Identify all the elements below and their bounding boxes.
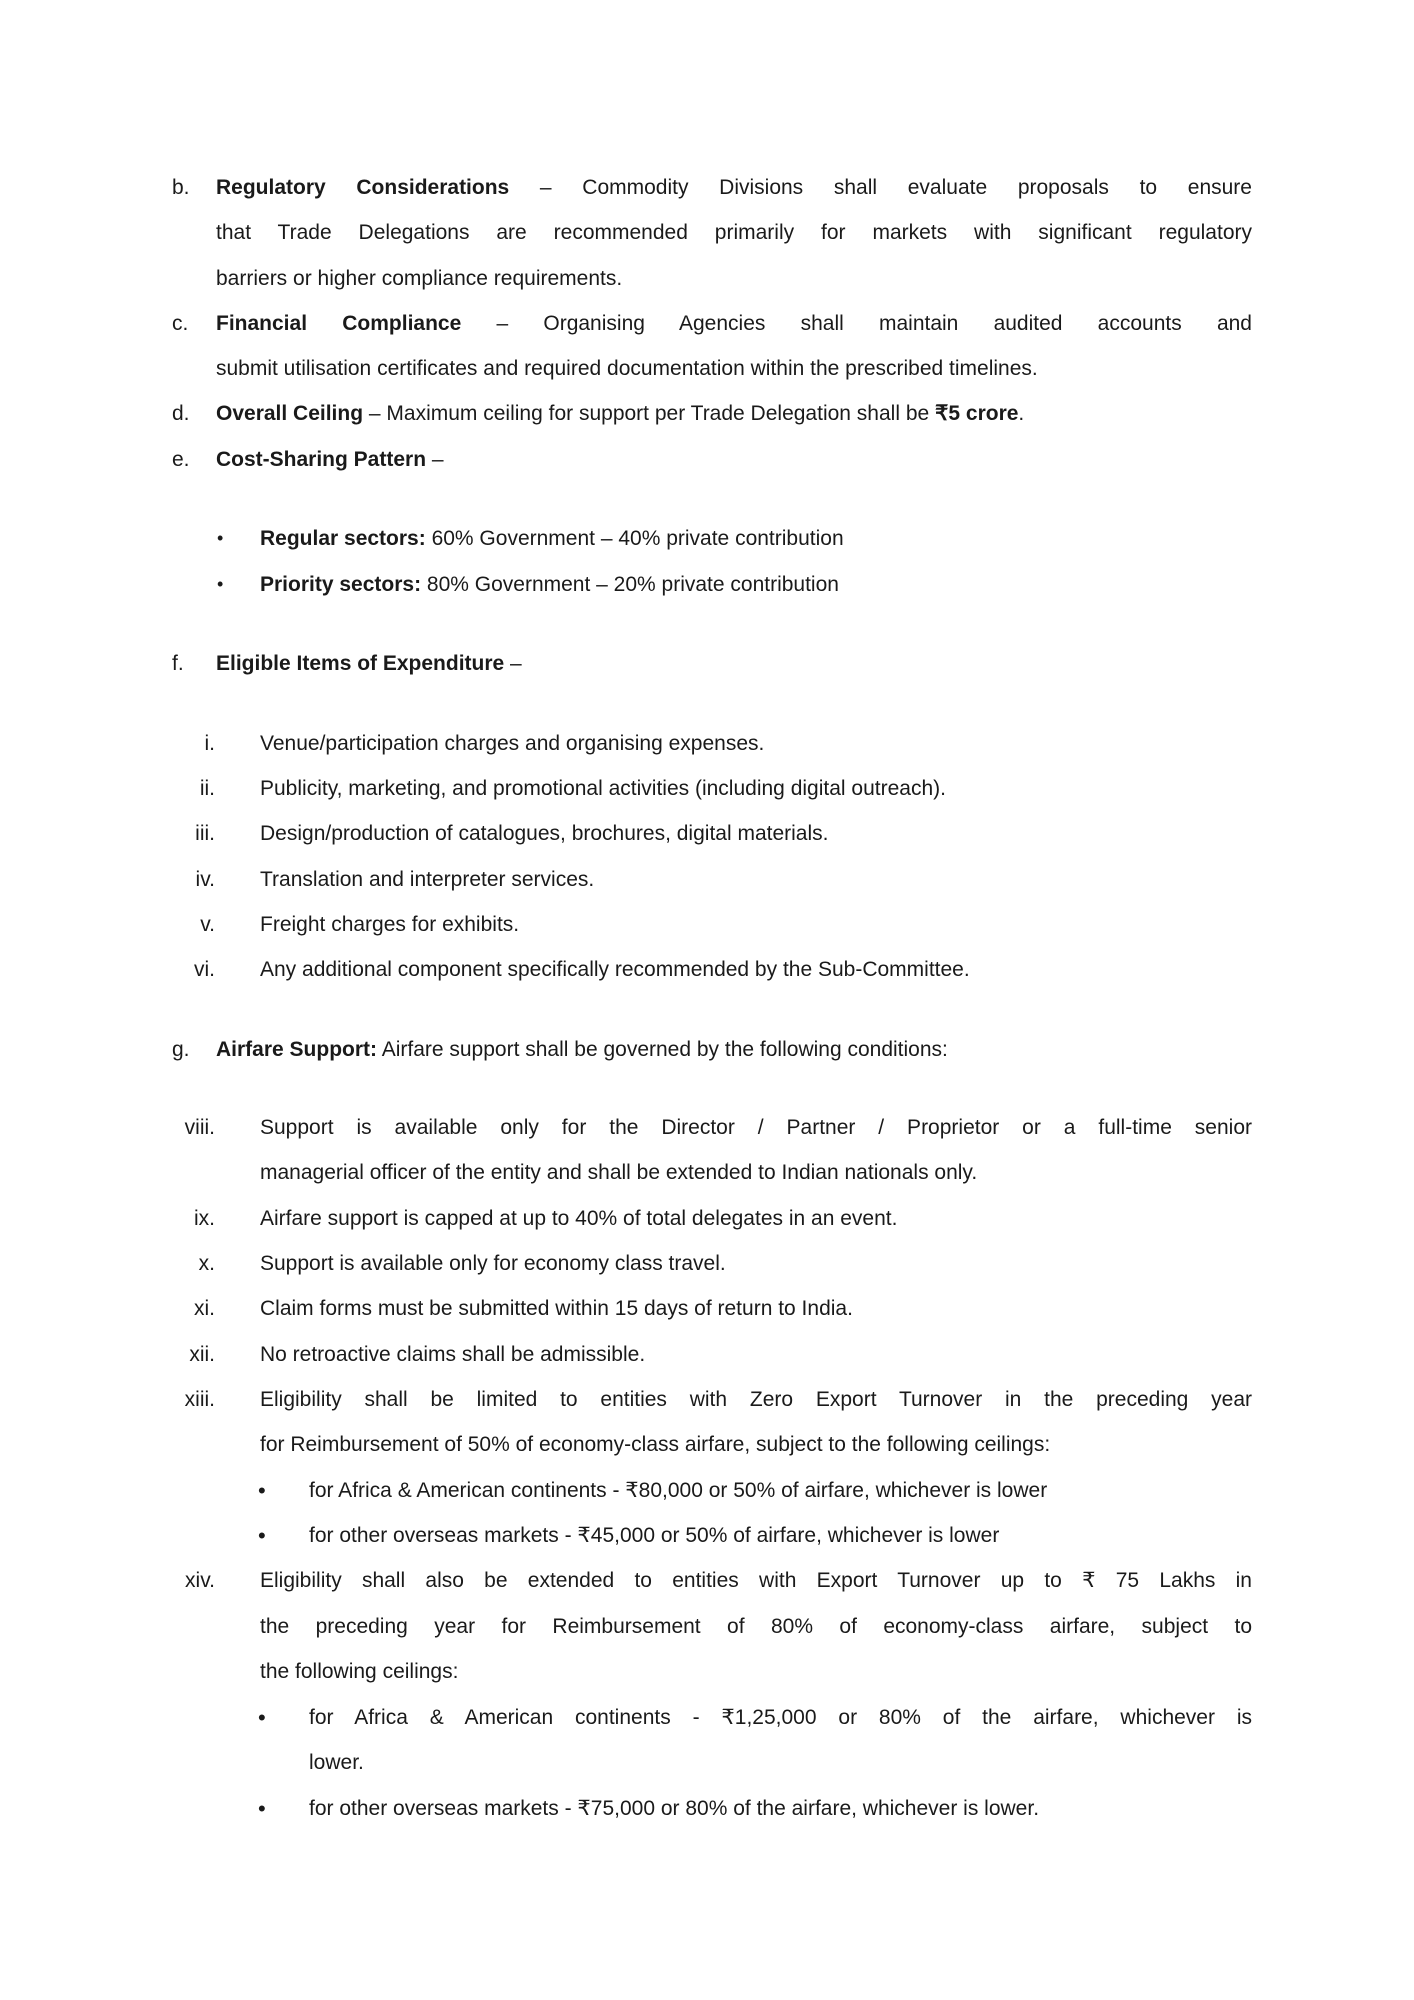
- list-item: Eligibility shall also be extended to entities with Export Turnover up to ₹ 75 Lakhs in: [260, 1569, 1252, 1592]
- item-label: c.: [172, 312, 189, 335]
- item-title: Cost-Sharing Pattern: [216, 448, 427, 471]
- list-number: xi.: [194, 1297, 215, 1320]
- item-line: Eligible Items of Expenditure –: [216, 652, 522, 675]
- list-item: Freight charges for exhibits.: [260, 913, 520, 936]
- list-number: vi.: [194, 958, 215, 981]
- bullet-icon: •: [217, 574, 224, 594]
- sub-bullet-item: for other overseas markets - ₹75,000 or 80% of the airfare, whichever is lower.: [309, 1797, 1040, 1820]
- list-number: iii.: [195, 822, 215, 845]
- list-number: ix.: [194, 1207, 215, 1230]
- item-title: Airfare Support:: [216, 1038, 378, 1061]
- list-item: Airfare support is capped at up to 40% of total delegates in an event.: [260, 1207, 898, 1230]
- sub-bullet-item-cont: lower.: [309, 1751, 364, 1774]
- item-label: d.: [172, 402, 190, 425]
- bullet-icon: •: [217, 528, 224, 548]
- list-item: Design/production of catalogues, brochures, digital materials.: [260, 822, 829, 845]
- bullet-icon: •: [258, 1705, 266, 1730]
- list-number: ii.: [199, 777, 215, 800]
- list-item-cont: for Reimbursement of 50% of economy-class airfare, subject to the following ceilings:: [260, 1433, 1051, 1456]
- list-number: xiv.: [185, 1569, 215, 1592]
- list-item: Translation and interpreter services.: [260, 868, 595, 891]
- item-line: Cost-Sharing Pattern –: [216, 448, 444, 471]
- list-item: Venue/participation charges and organising expenses.: [260, 732, 765, 755]
- sub-bullet-item: for Africa & American continents - ₹1,25,000 or 80% of the airfare, whichever is: [309, 1706, 1252, 1729]
- item-line: Airfare Support: Airfare support shall be governed by the following conditions:: [216, 1038, 948, 1061]
- item-line: submit utilisation certificates and required documentation within the prescribed timelines.: [216, 357, 1038, 380]
- item-line: that Trade Delegations are recommended primarily for markets with significant regulatory: [216, 221, 1252, 244]
- cost-share-regular: Regular sectors: 60% Government – 40% private contribution: [260, 527, 844, 550]
- item-line: Regulatory Considerations – Commodity Divisions shall evaluate proposals to ensure: [216, 176, 1252, 199]
- item-title: Regulatory Considerations: [216, 176, 510, 199]
- list-number: v.: [200, 913, 215, 936]
- list-item: Support is available only for the Director / Partner / Proprietor or a full-time senior: [260, 1116, 1252, 1139]
- item-label: e.: [172, 448, 190, 471]
- item-title: Eligible Items of Expenditure: [216, 652, 505, 675]
- list-number: i.: [204, 732, 215, 755]
- list-item: No retroactive claims shall be admissible.: [260, 1343, 646, 1366]
- item-title: Financial Compliance: [216, 312, 462, 335]
- item-label: b.: [172, 176, 190, 199]
- item-label: f.: [172, 652, 184, 675]
- bullet-icon: •: [258, 1478, 266, 1503]
- item-line: barriers or higher compliance requirements.: [216, 267, 623, 290]
- list-item-cont: the preceding year for Reimbursement of 80% of economy-class airfare, subject to: [260, 1615, 1252, 1638]
- bullet-icon: •: [258, 1796, 266, 1821]
- item-line: Financial Compliance – Organising Agencies shall maintain audited accounts and: [216, 312, 1252, 335]
- sub-bullet-item: for other overseas markets - ₹45,000 or 50% of airfare, whichever is lower: [309, 1524, 1000, 1547]
- list-number: xiii.: [184, 1388, 215, 1411]
- list-item-cont: managerial officer of the entity and shall be extended to Indian nationals only.: [260, 1161, 978, 1184]
- item-line: Overall Ceiling – Maximum ceiling for support per Trade Delegation shall be ₹5 crore.: [216, 402, 1025, 425]
- list-item: Claim forms must be submitted within 15 days of return to India.: [260, 1297, 853, 1320]
- sub-bullet-item: for Africa & American continents - ₹80,000 or 50% of airfare, whichever is lower: [309, 1479, 1048, 1502]
- list-item: Support is available only for economy class travel.: [260, 1252, 726, 1275]
- list-item: Publicity, marketing, and promotional activities (including digital outreach).: [260, 777, 946, 800]
- list-item: Eligibility shall be limited to entities with Zero Export Turnover in the preceding year: [260, 1388, 1252, 1411]
- list-number: xii.: [189, 1343, 215, 1366]
- item-label: g.: [172, 1038, 190, 1061]
- list-item: Any additional component specifically recommended by the Sub-Committee.: [260, 958, 970, 981]
- item-title: Overall Ceiling: [216, 402, 364, 425]
- list-number: x.: [198, 1252, 215, 1275]
- list-number: viii.: [184, 1116, 215, 1139]
- list-item-cont: the following ceilings:: [260, 1660, 459, 1683]
- cost-share-priority: Priority sectors: 80% Government – 20% private contribution: [260, 573, 839, 596]
- ceiling-amount: ₹5 crore: [935, 402, 1019, 425]
- list-number: iv.: [195, 868, 215, 891]
- bullet-icon: •: [258, 1523, 266, 1548]
